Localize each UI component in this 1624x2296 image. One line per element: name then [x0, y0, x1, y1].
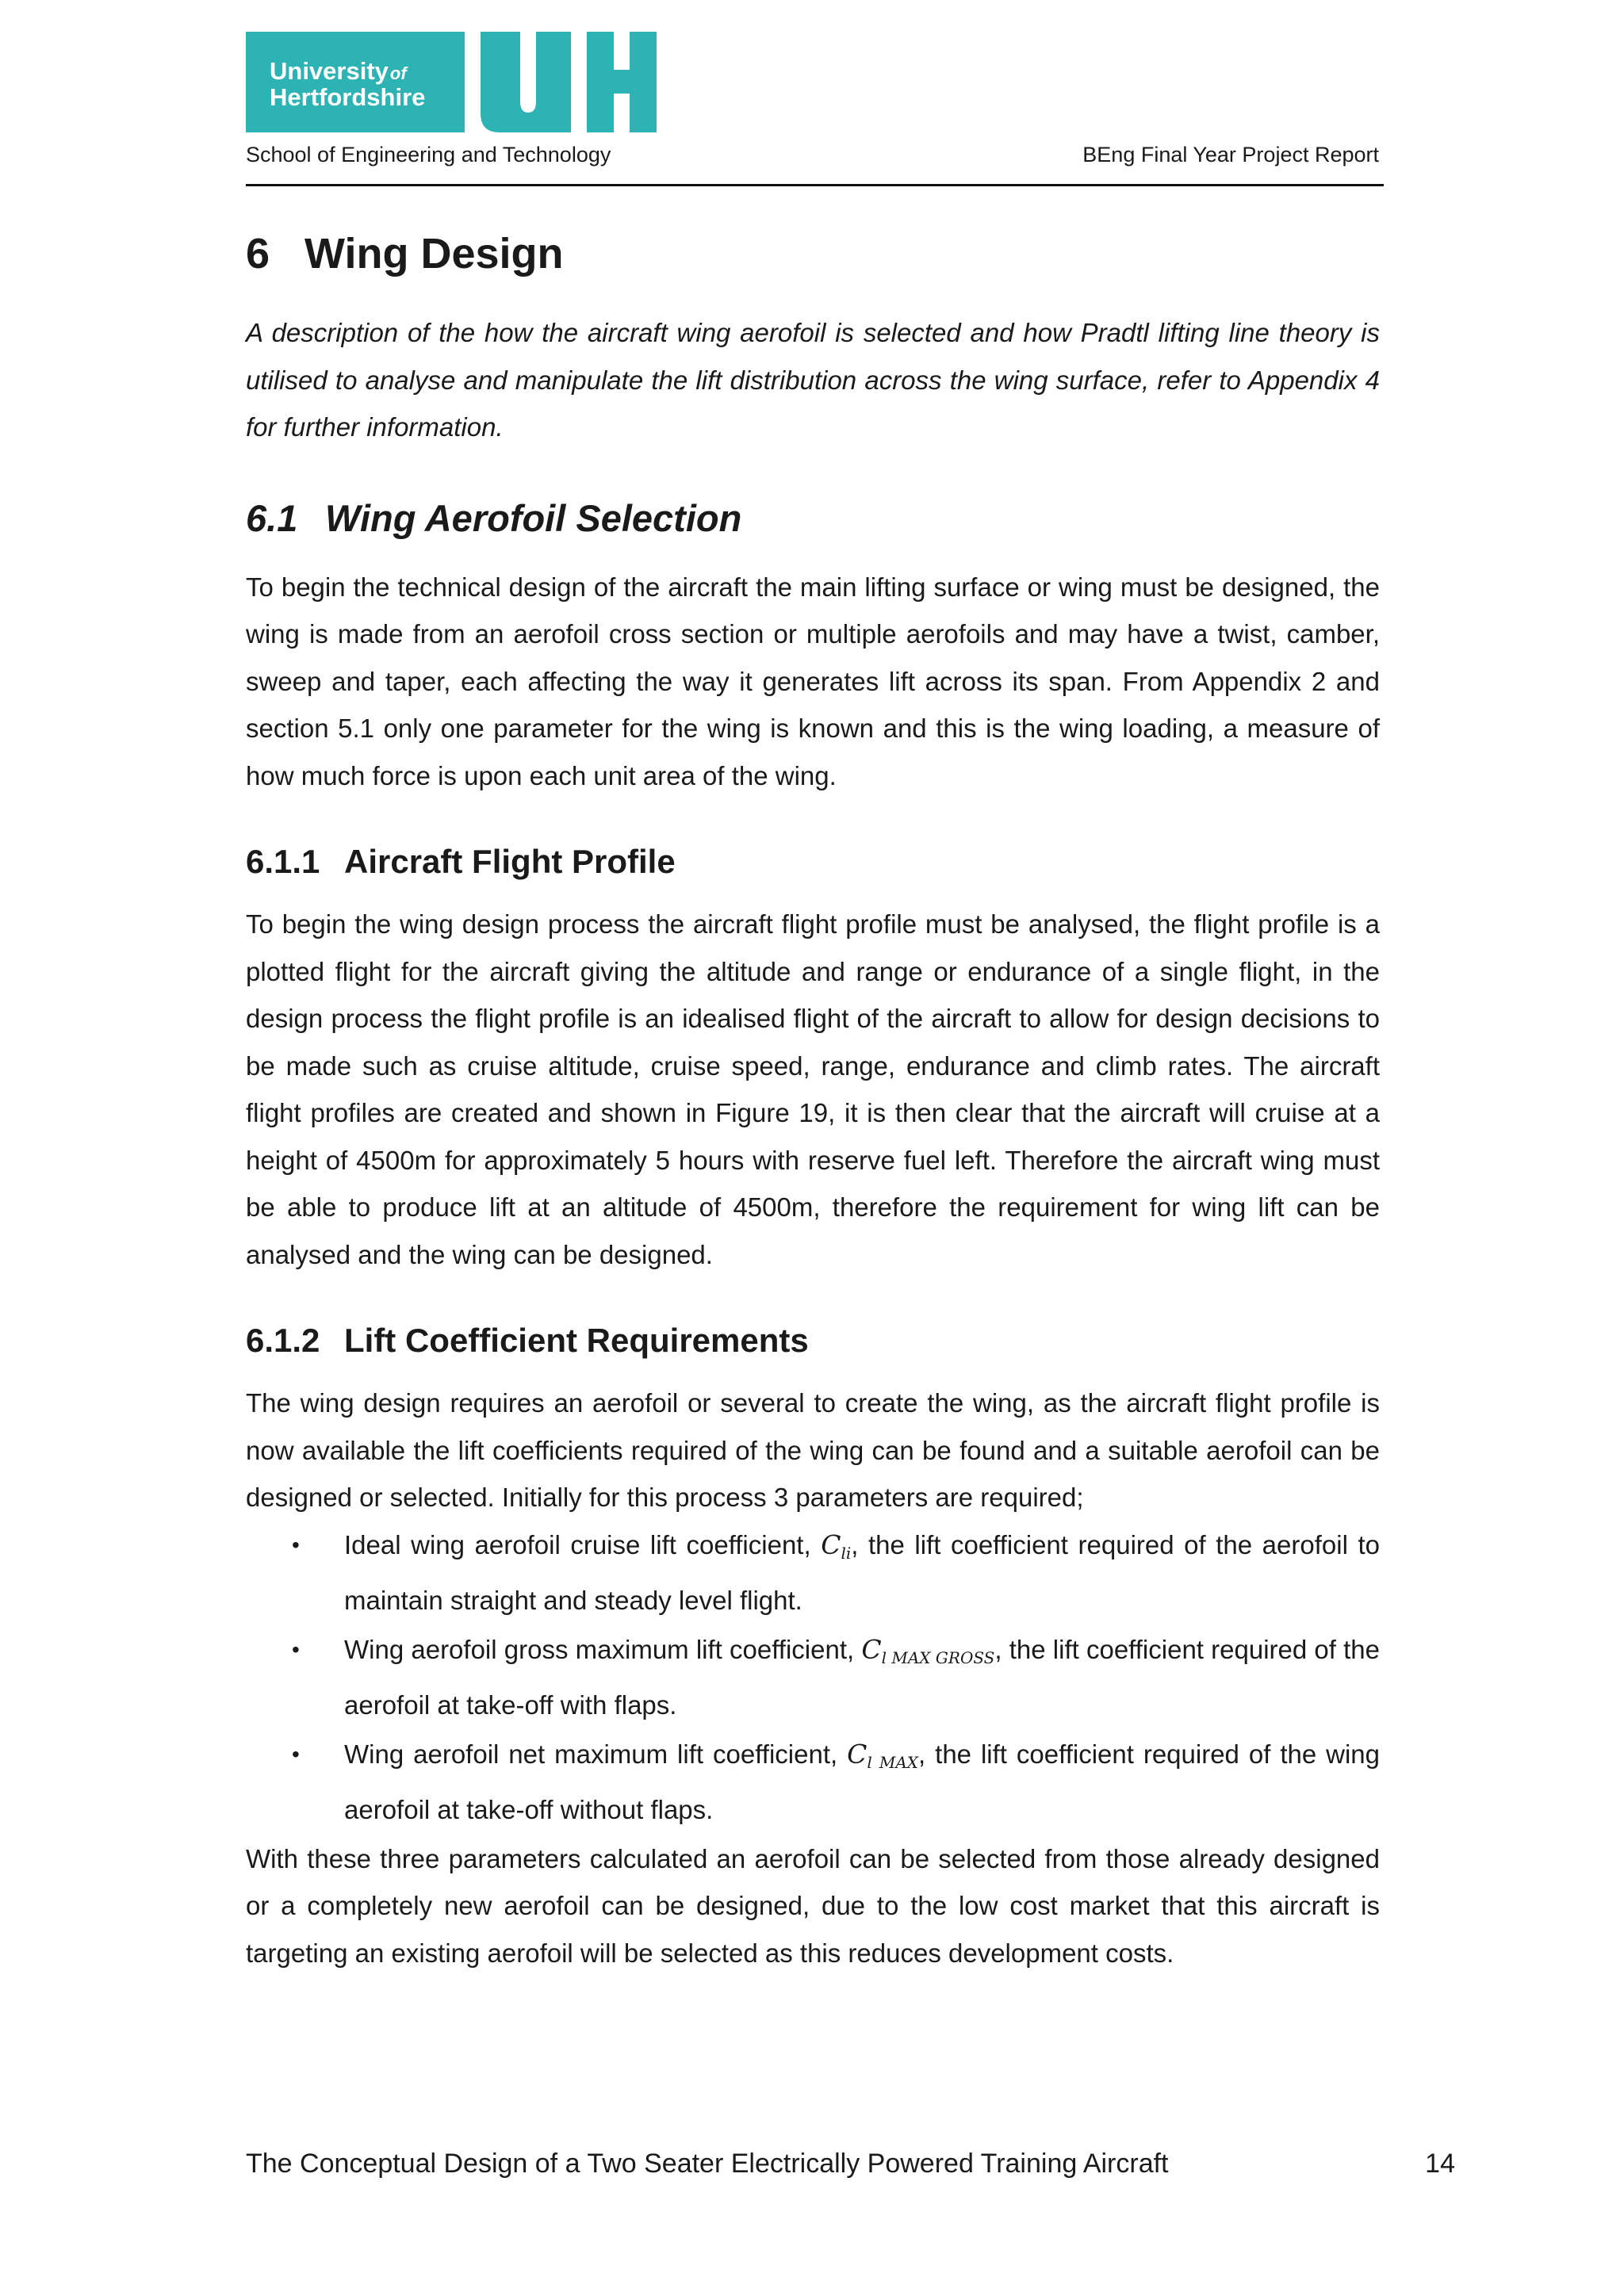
- chapter-heading: [246, 220, 1380, 287]
- section-6-1-2-conclusion: With these three parameters calculated an aerofoil can be selected from those already designed or a completely new aerofoil can be designed, due to the low cost market that this aircraft is targeting an existing aerofoil will be selected as this reduces development costs.: [246, 1843, 1380, 1968]
- bullet-icon: •: [292, 1532, 300, 1557]
- subsection-number: 6.1.2: [246, 1322, 320, 1359]
- lift-coefficient-symbol: $C_{l MAX GROSS}$: [861, 1633, 995, 1667]
- list-item: • Wing aerofoil net maximum lift coefficient, $C_{l MAX}$, the lift coefficient required of the wing aerofoil at take-off without flaps.: [246, 1731, 1380, 1834]
- subsection-number: 6.1.1: [246, 843, 320, 880]
- section-6-1-paragraph: To begin the technical design of the aircraft the main lifting surface or wing must be designed, the wing is made from an aerofoil cross section or multiple aerofoils and may have a twist, camber, sweep and taper, each affecting the way it generates lift across its span. From Appendix 2 and section 5.1 only one parameter for the wing is known and this is the wing loading, a measure of how much force is upon each unit area of the wing.: [246, 572, 1380, 790]
- chapter-number: 6: [246, 230, 270, 277]
- section-6-1-1-paragraph: To begin the wing design process the aircraft flight profile must be analysed, the flight profile is a plotted flight for the aircraft giving the altitude and range or endurance of a single flight, in the design process the flight profile is an idealised flight of the aircraft to allow for design decisions to be made such as cruise altitude, cruise speed, range, endurance and climb rates. The aircraft flight profiles are created and shown in Figure 19, it is then clear that the aircraft will cruise at a height of 4500m for approximately 5 hours with reserve fuel left. Therefore the aircraft wing must be able to produce lift at an altitude of 4500m, therefore the requirement for wing lift can be analysed and the wing can be designed.: [246, 909, 1380, 1269]
- lift-coefficient-symbol: $C_{l MAX}$: [847, 1738, 919, 1772]
- logo-line1: Universityof: [270, 57, 407, 85]
- footer-title: The Conceptual Design of a Two Seater Electrically Powered Training Aircraft: [246, 2149, 1169, 2179]
- lift-coefficient-symbol: $C_{li}$: [821, 1529, 852, 1563]
- bullet-icon: •: [292, 1741, 300, 1766]
- section-number: 6.1: [246, 496, 298, 539]
- logo-line2: Hertfordshire: [270, 83, 426, 111]
- section-heading-6-1-2: [246, 1314, 1380, 1367]
- page-content: [246, 220, 1380, 2013]
- page-number: 14: [1425, 2149, 1455, 2179]
- university-logo: [246, 32, 657, 132]
- header-report-type: BEng Final Year Project Report: [1082, 143, 1379, 166]
- section-heading-6-1-1: [246, 836, 1380, 888]
- list-item: • Ideal wing aerofoil cruise lift coefficient, $C_{li}$, the lift coefficient required of the aerofoil to maintain straight and steady level flight.: [246, 1521, 1380, 1624]
- list-item: • Wing aerofoil gross maximum lift coefficient, $C_{l MAX GROSS}$, the lift coefficient required of the aerofoil at take-off with flaps.: [246, 1626, 1380, 1729]
- section-title: Wing Aerofoil Selection: [325, 496, 742, 539]
- header-school: School of Engineering and Technology: [246, 143, 611, 166]
- subsection-title: Aircraft Flight Profile: [344, 843, 676, 880]
- chapter-intro: A description of the how the aircraft wing aerofoil is selected and how Pradtl lifting line theory is utilised to analyse and manipulate the lift distribution across the wing surface, refer to Appendix 4 for further information.: [246, 318, 1380, 442]
- section-heading-6-1: [246, 489, 1380, 548]
- subsection-title: Lift Coefficient Requirements: [344, 1322, 809, 1359]
- parameter-list: [246, 1521, 1380, 1834]
- section-6-1-2-paragraph: The wing design requires an aerofoil or several to create the wing, as the aircraft flight profile is now available the lift coefficients required of the wing can be found and a suitable aerofoil can be designed or selected. Initially for this process 3 parameters are required;: [246, 1388, 1380, 1512]
- chapter-title: Wing Design: [304, 230, 564, 277]
- page-footer: [246, 2149, 1455, 2179]
- page-header: [246, 140, 1384, 186]
- bullet-icon: •: [292, 1636, 300, 1662]
